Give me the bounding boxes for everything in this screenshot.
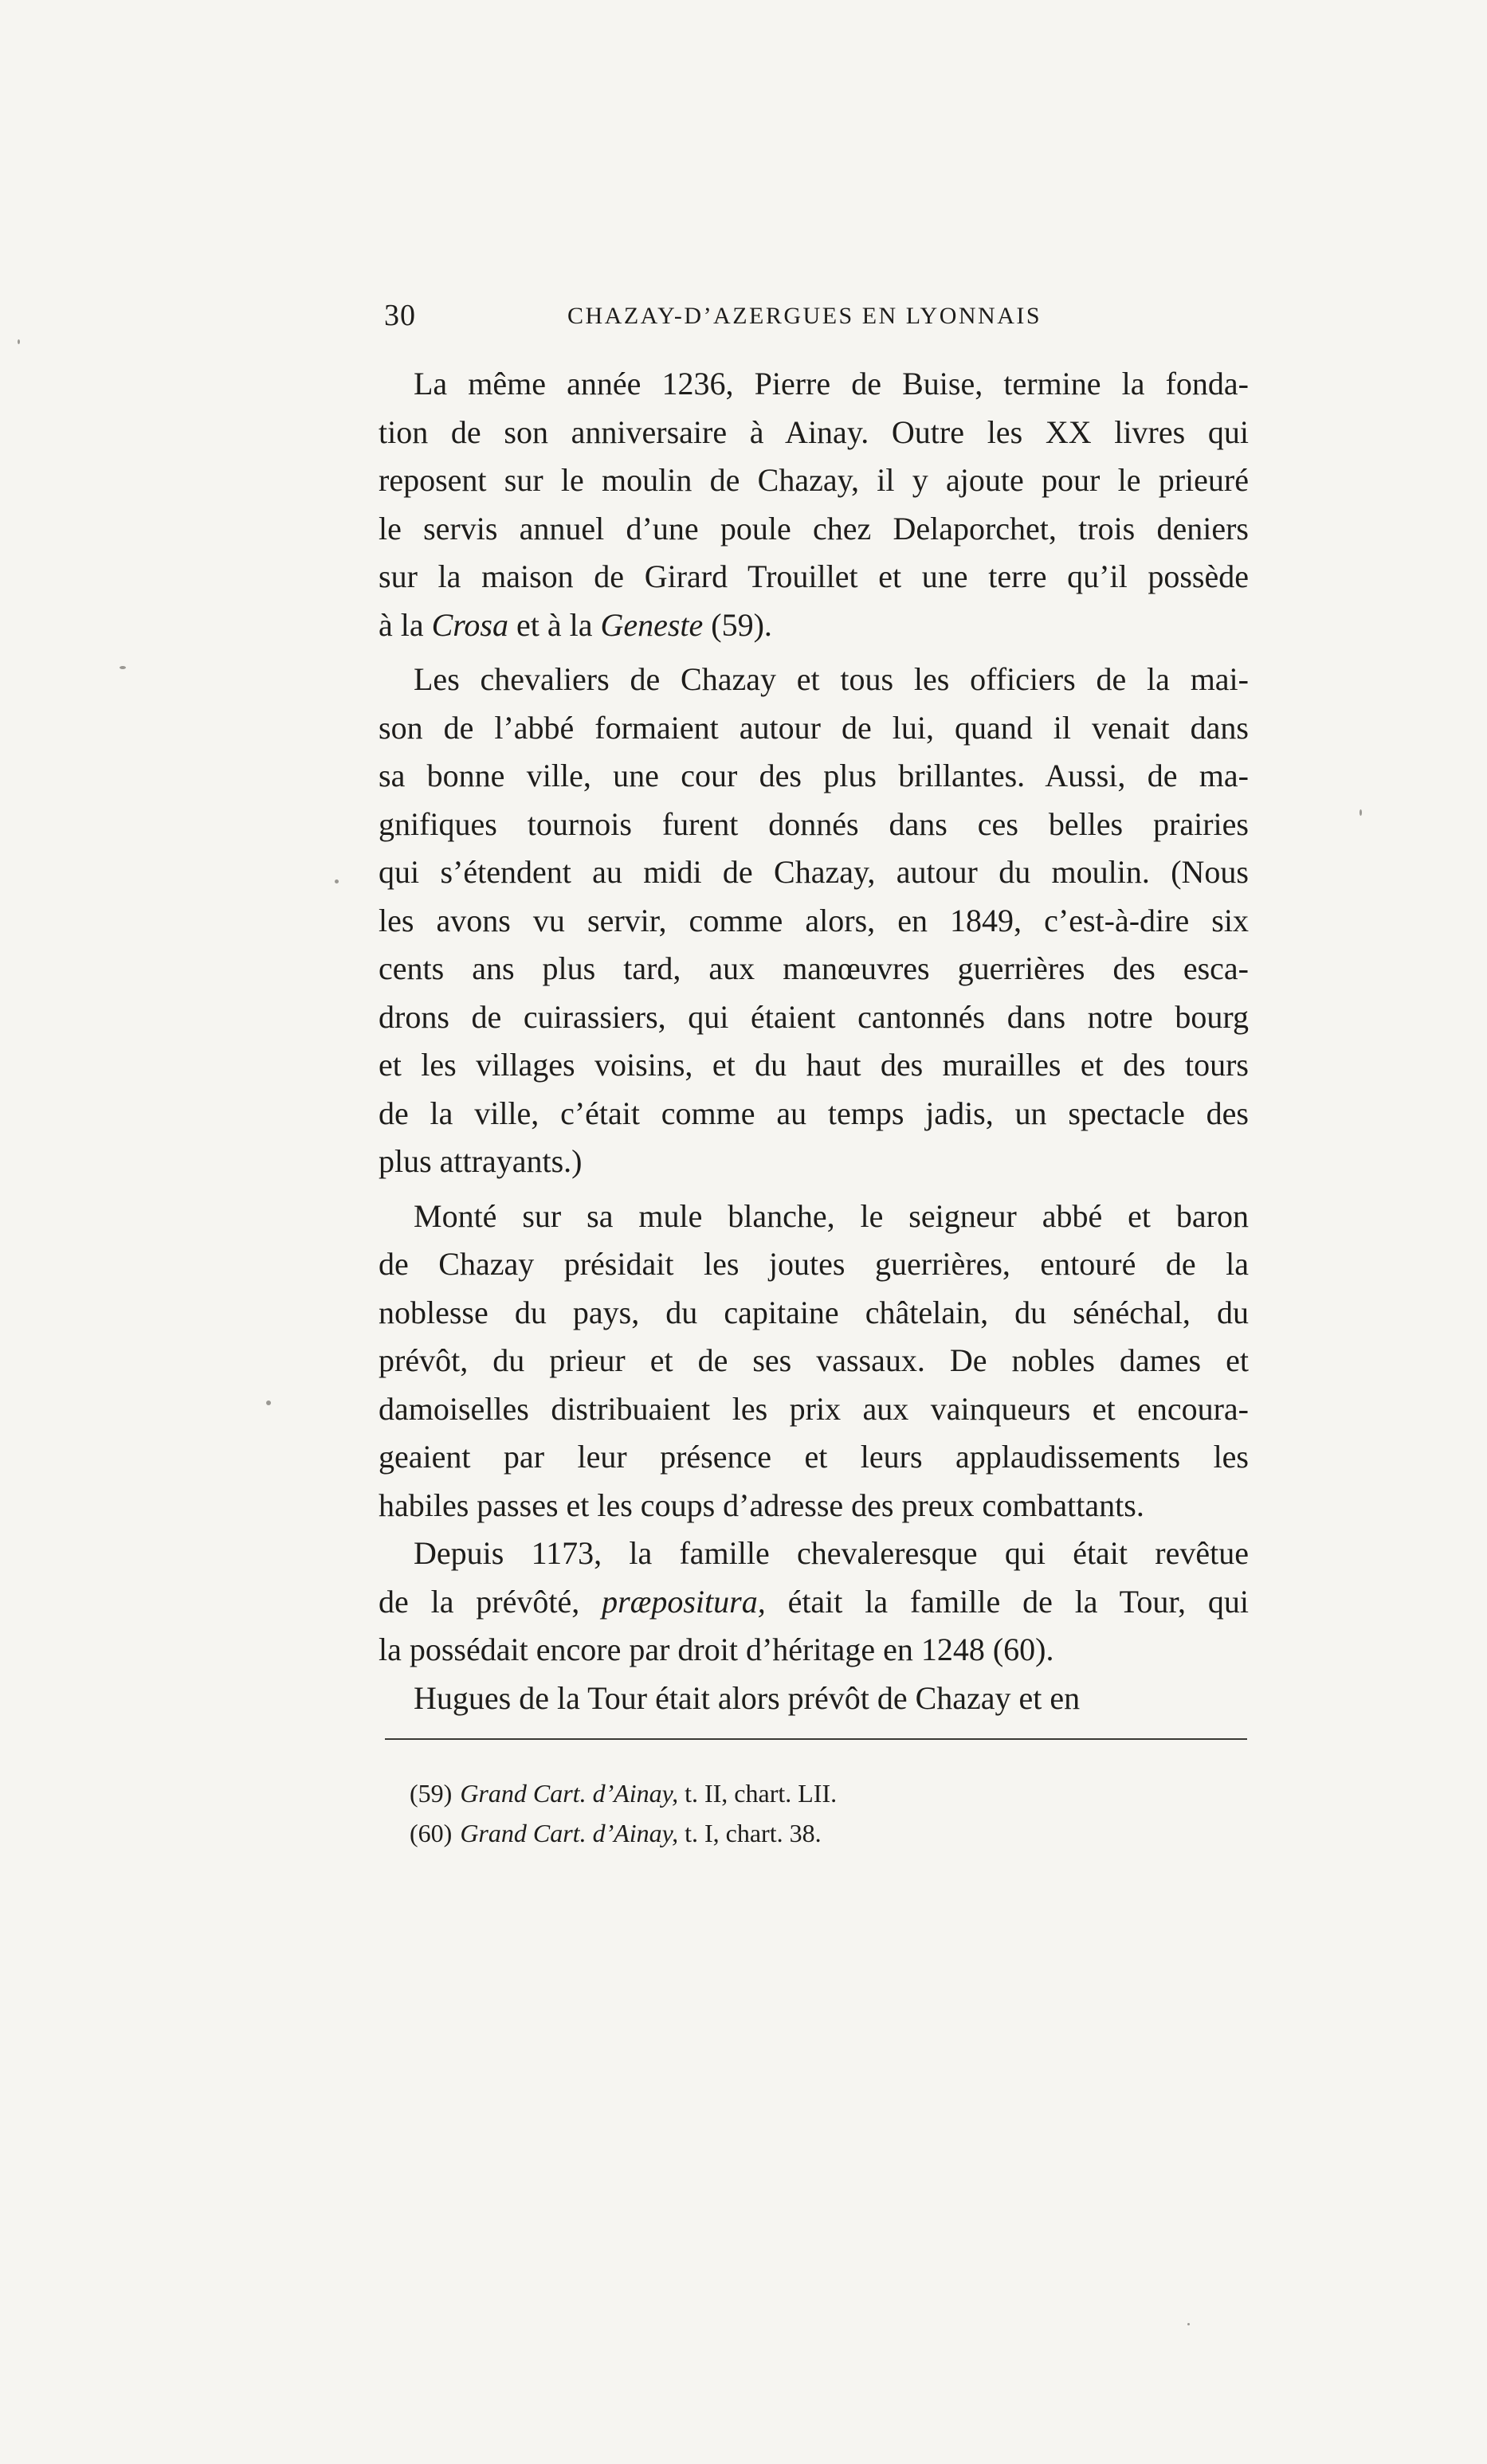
paper-speck <box>120 666 126 669</box>
text-line: sa bonne ville, une cour des plus brillantes. Aussi, de ma- <box>379 758 1249 793</box>
text-line: Les chevaliers de Chazay et tous les officiers de la mai- <box>414 661 1249 697</box>
footnote-number: (59) <box>410 1779 453 1808</box>
footnotes <box>410 1773 1246 1853</box>
text-line: damoiselles distribuaient les prix aux vainqueurs et encoura- <box>379 1390 1249 1427</box>
footnote-source: Grand Cart. d’Ainay, <box>460 1819 679 1847</box>
text-line: geaient par leur présence et leurs applaudissements les <box>379 1439 1249 1475</box>
footnote-divider <box>385 1738 1247 1740</box>
text-segment: et à la <box>508 606 601 643</box>
text-segment: de la prévôté, <box>379 1583 602 1620</box>
text-line: tion de son anniversaire à Ainay. Outre les XX livres qui <box>379 413 1249 450</box>
paper-speck <box>18 339 20 344</box>
footnote-detail: t. II, chart. LII. <box>678 1779 838 1808</box>
footnote-detail: t. I, chart. 38. <box>678 1819 822 1847</box>
text-line: de la ville, c’était comme au temps jadis, un spectacle des <box>379 1095 1249 1131</box>
footnote-reference: (59). <box>703 606 772 643</box>
latin-term: præpositura, <box>602 1583 766 1620</box>
main-text <box>379 360 1249 1722</box>
text-line: qui s’étendent au midi de Chazay, autour du moulin. (Nous <box>379 854 1249 890</box>
text-line: drons de cuirassiers, qui étaient cantonnés dans notre bourg <box>379 998 1249 1035</box>
text-line: reposent sur le moulin de Chazay, il y ajoute pour le prieuré <box>379 462 1249 498</box>
text-line: le servis annuel d’une poule chez Delaporchet, trois deniers <box>379 510 1249 546</box>
text-line: habiles passes et les coups d’adresse des preux combattants. <box>379 1487 1144 1523</box>
text-segment: à la <box>379 606 432 643</box>
text-line: Depuis 1173, la famille chevaleresque qui était revêtue <box>414 1535 1249 1571</box>
paper-speck <box>1187 2323 1190 2325</box>
text-line: La même année 1236, Pierre de Buise, termine la fonda- <box>414 366 1249 402</box>
paper-speck <box>1359 809 1362 816</box>
text-line: prévôt, du prieur et de ses vassaux. De nobles dames et <box>379 1342 1249 1378</box>
text-line <box>379 601 1249 650</box>
page-number: 30 <box>384 299 416 332</box>
text-line: Monté sur sa mule blanche, le seigneur abbé et baron <box>414 1197 1249 1234</box>
text-line: de Chazay présidait les joutes guerrières, entouré de la <box>379 1246 1249 1282</box>
text-line: Hugues de la Tour était alors prévôt de Chazay et en <box>414 1679 1081 1716</box>
text-line: cents ans plus tard, aux manœuvres guerrières des esca- <box>379 950 1249 986</box>
text-line: noblesse du pays, du capitaine châtelain, du sénéchal, du <box>379 1294 1249 1330</box>
footnote <box>410 1773 1246 1813</box>
text-line: sur la maison de Girard Trouillet et une terre qu’il possède <box>379 558 1249 594</box>
text-line: gnifiques tournois furent donnés dans ces belles prairies <box>379 805 1249 842</box>
footnote-number: (60) <box>410 1819 453 1847</box>
text-line <box>379 1578 1249 1627</box>
text-line: et les villages voisins, et du haut des murailles et des tours <box>379 1047 1249 1083</box>
paper-speck <box>335 879 339 883</box>
running-title: CHAZAY-D’AZERGUES EN LYONNAIS <box>567 303 1042 329</box>
paper-speck <box>266 1400 271 1405</box>
place-name: Geneste <box>600 606 704 643</box>
text-line: son de l’abbé formaient autour de lui, quand il venait dans <box>379 709 1249 746</box>
page-header <box>384 298 1245 346</box>
place-name: Crosa <box>431 606 508 643</box>
text-line: les avons vu servir, comme alors, en 1849, c’est-à-dire six <box>379 902 1249 938</box>
footnote <box>410 1813 1246 1853</box>
text-segment: était la famille de la Tour, qui <box>765 1583 1250 1620</box>
text-line: la possédait encore par droit d’héritage en 1248 (60). <box>379 1632 1054 1667</box>
footnote-source: Grand Cart. d’Ainay, <box>460 1779 679 1808</box>
text-line: plus attrayants.) <box>379 1143 583 1179</box>
